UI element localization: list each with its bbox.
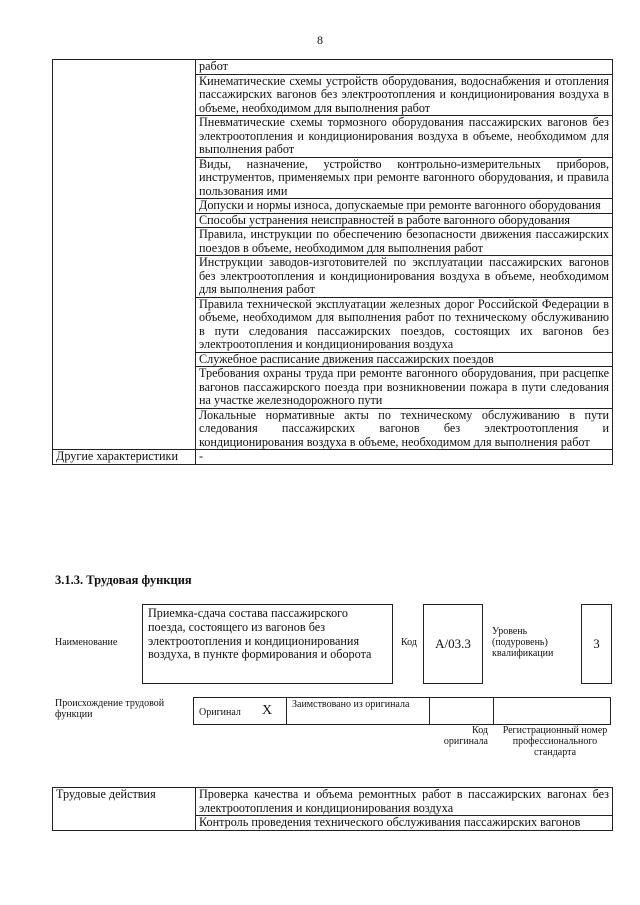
requirement-text: Способы устранения неисправностей в работе вагонного оборудования [196,213,613,228]
code-original-label: Код оригинала [443,725,488,747]
requirement-text: Правила, инструкции по обеспечению безопасности движения пассажирских поездов в объеме, необходимом для выполнения работ [196,228,613,256]
origin-divider-3 [493,698,494,724]
labor-actions-table [52,787,613,831]
requirements-empty-cell [53,60,196,450]
requirement-text: Служебное расписание движения пассажирских поездов [196,352,613,367]
code-label: Код [401,637,417,648]
name-label: Наименование [55,637,118,648]
page-number: 8 [317,33,323,47]
qualification-level-value: 3 [593,636,600,651]
labor-action-item: Проверка качества и объема ремонтных работ в пассажирских вагонах без электроотопления и кондиционирования воздуха [196,788,613,816]
requirement-text: Пневматические схемы тормозного оборудования пассажирских вагонов без электроотопления и кондиционирования воздуха в объеме, необходимом для выполнения работ [196,116,613,158]
labor-action-item: Контроль проведения технического обслуживания пассажирских вагонов [196,816,613,831]
labor-action-row [53,788,613,816]
function-name-box [142,604,393,684]
requirement-text: Инструкции заводов-изготовителей по эксплуатации пассажирских вагонов без электроотопления и кондиционирования воздуха в объеме, необходимом для выполнения работ [196,256,613,298]
borrowed-label: Заимствовано из оригинала [292,699,410,710]
other-characteristics-value: - [196,450,613,465]
section-heading: 3.1.3. Трудовая функция [55,573,192,587]
requirement-text: Виды, назначение, устройство контрольно-измерительных приборов, инструментов, применяемых при ремонте вагонного оборудования, и правила пользования ими [196,157,613,199]
requirement-text: Допуски и нормы износа, допускаемые при ремонте вагонного оборудования [196,199,613,214]
other-characteristics-row [53,450,613,465]
qualification-level-box [581,604,612,684]
origin-divider-2 [429,698,430,724]
requirement-text: работ [196,60,613,75]
function-name-value: Приемка-сдача состава пассажирского поезда, состоящего из вагонов без электроотопления и кондиционирования воздуха, в пункте формирования и оборота [148,606,372,662]
requirement-text: Правила технической эксплуатации железных дорог Российской Федерации в объеме, необходимом для выполнения работ по техническому обслуживанию в пути следования пассажирских поездов, состоящих их вагонов без электроотопления и кондиционирования воздуха [196,297,613,352]
requirement-text: Кинематические схемы устройств оборудования, водоснабжения и отопления пассажирских вагонов без электроотопления и кондиционирования воздуха в объеме, необходимом для выполнения работ [196,74,613,116]
origin-row [193,697,611,725]
requirements-table [52,59,613,465]
code-value: А/03.3 [435,636,471,651]
requirement-text: Требования охраны труда при ремонте вагонного оборудования, при расцепке вагонов пассажирского поезда при возникновении пожара в пути следования на участке железнодорожного пути [196,367,613,409]
other-characteristics-label: Другие характеристики [53,450,196,465]
requirement-text: Локальные нормативные акты по техническому обслуживанию в пути следования пассажирских вагонов без электроотопления и кондиционирования воздуха в объеме, необходимом для выполнения работ [196,408,613,450]
origin-label: Происхождение трудовой функции [55,698,165,720]
qualification-level-label: Уровень (подуровень) квалификации [492,626,554,659]
original-label: Оригинал [199,707,241,718]
original-mark: X [262,703,273,718]
registration-number-label: Регистрационный номер профессионального стандарта [502,725,608,758]
code-box [423,604,483,684]
requirement-row [53,60,613,75]
labor-actions-label: Трудовые действия [53,788,196,831]
origin-divider-1 [286,698,287,724]
